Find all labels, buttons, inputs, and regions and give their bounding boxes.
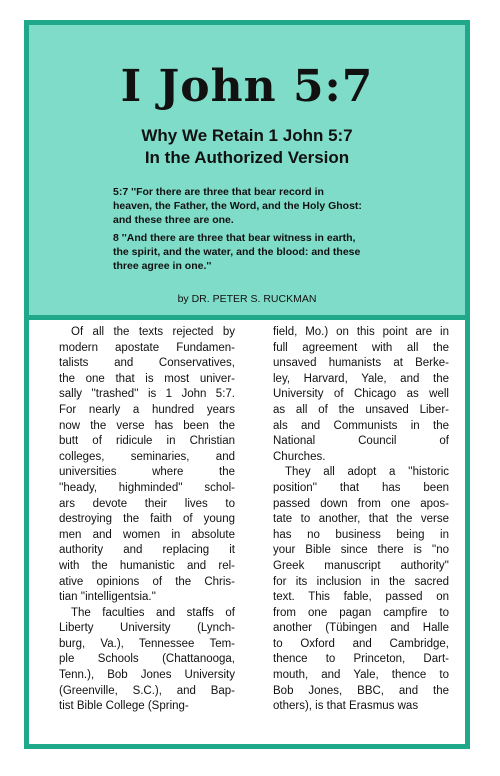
right-text-column (273, 325, 449, 715)
text-line: the one that is most univer- (59, 372, 235, 385)
text-line: burg, Va.), Tennessee Tem- (59, 637, 235, 650)
text-line: modern apostate Fundamen- (59, 341, 235, 354)
text-line: to Oxford and Cambridge, (273, 637, 449, 650)
verse-8 (113, 231, 433, 273)
text-line: thence to Princeton, Dart- (273, 653, 449, 666)
text-line: now the verse has been the (59, 419, 235, 432)
subtitle-line-1: Why We Retain 1 John 5:7 (141, 126, 353, 145)
text-line: tist Bible College (Spring- (59, 700, 189, 713)
text-line: The faculties and staffs of (71, 606, 235, 619)
text-line: has no business being in (273, 528, 449, 541)
text-line: unsaved humanists at Berke- (273, 357, 449, 370)
text-line: destroying the faith of young (59, 513, 235, 526)
text-line: ple Schools (Chattanooga, (59, 653, 235, 666)
text-line: another (Tübingen and Halle (273, 622, 449, 635)
text-line: universities where the (59, 466, 235, 479)
text-line: University of Chicago as well (273, 388, 449, 401)
text-line: tate to another, that the verse (273, 513, 449, 526)
text-line: mouth, and Yale, thence to (273, 669, 449, 682)
text-line: ars devote their lives to (59, 497, 235, 510)
text-line: ley, Harvard, Yale, and the (273, 372, 449, 385)
text-line: Greek manuscript authority'' (273, 559, 449, 572)
page-title: I John 5:7 (120, 61, 374, 112)
text-line: from one pagan campfire to (273, 606, 449, 619)
text-line: ative opinions of the Chris- (59, 575, 235, 588)
text-line: others), is that Erasmus was (273, 700, 419, 713)
text-line: (Greenville, S.C.), and Bap- (59, 684, 235, 697)
text-line: butt of ridicule in Christian (59, 435, 235, 448)
verse-line: heaven, the Father, the Word, and the Holy Ghost: (113, 200, 362, 212)
text-line: text. This fable, passed on (273, 591, 449, 604)
verse-7 (113, 185, 433, 227)
text-line: Bob Jones, BBC, and the (273, 684, 449, 697)
text-line: Liberty University (Lynch- (59, 622, 235, 635)
text-line: as all of the unsaved Liber- (273, 403, 449, 416)
text-line: passed down from one apos- (273, 497, 449, 510)
verse-line: three agree in one.'' (113, 260, 212, 272)
text-line: National Council of (273, 435, 449, 448)
verse-line: and these three are one. (113, 214, 234, 226)
verse-line: the spirit, and the water, and the blood: and these (113, 246, 361, 258)
text-line: full agreement with all the (273, 341, 449, 354)
text-line: for its inclusion in the sacred (273, 575, 449, 588)
text-line: als and Communists in the (273, 419, 449, 432)
left-text-column (59, 325, 235, 715)
header-panel (29, 25, 465, 320)
text-line: Tenn.), Bob Jones University (59, 669, 235, 682)
author-byline: by DR. PETER S. RUCKMAN (177, 293, 317, 305)
text-line: position'' that has been (273, 481, 449, 494)
text-line: field, Mo.) on this point are in (273, 326, 449, 338)
text-line: They all adopt a ''historic (285, 466, 449, 479)
text-line: Churches. (273, 450, 326, 463)
text-line: Of all the texts rejected by (71, 326, 235, 338)
text-line: talists and Conservatives, (59, 357, 235, 370)
text-line: ''heady, highminded'' schol- (59, 481, 235, 494)
text-line: For nearly a hundred years (59, 403, 235, 416)
text-line: tian ''intelligentsia.'' (59, 591, 157, 604)
text-line: with the humanistic and rel- (59, 559, 235, 572)
text-line: men and women in absolute (59, 528, 235, 541)
verse-line: 5:7 ''For there are three that bear record in (113, 186, 324, 198)
text-line: sally ''trashed'' is 1 John 5:7. (59, 388, 235, 401)
subtitle-line-2: In the Authorized Version (144, 148, 350, 167)
text-line: your Bible since there is ''no (273, 544, 449, 557)
text-line: colleges, seminaries, and (59, 450, 235, 463)
page-frame (24, 20, 470, 749)
text-line: authority and replacing it (59, 544, 235, 557)
verse-line: 8 ''And there are three that bear witness in earth, (113, 232, 356, 244)
